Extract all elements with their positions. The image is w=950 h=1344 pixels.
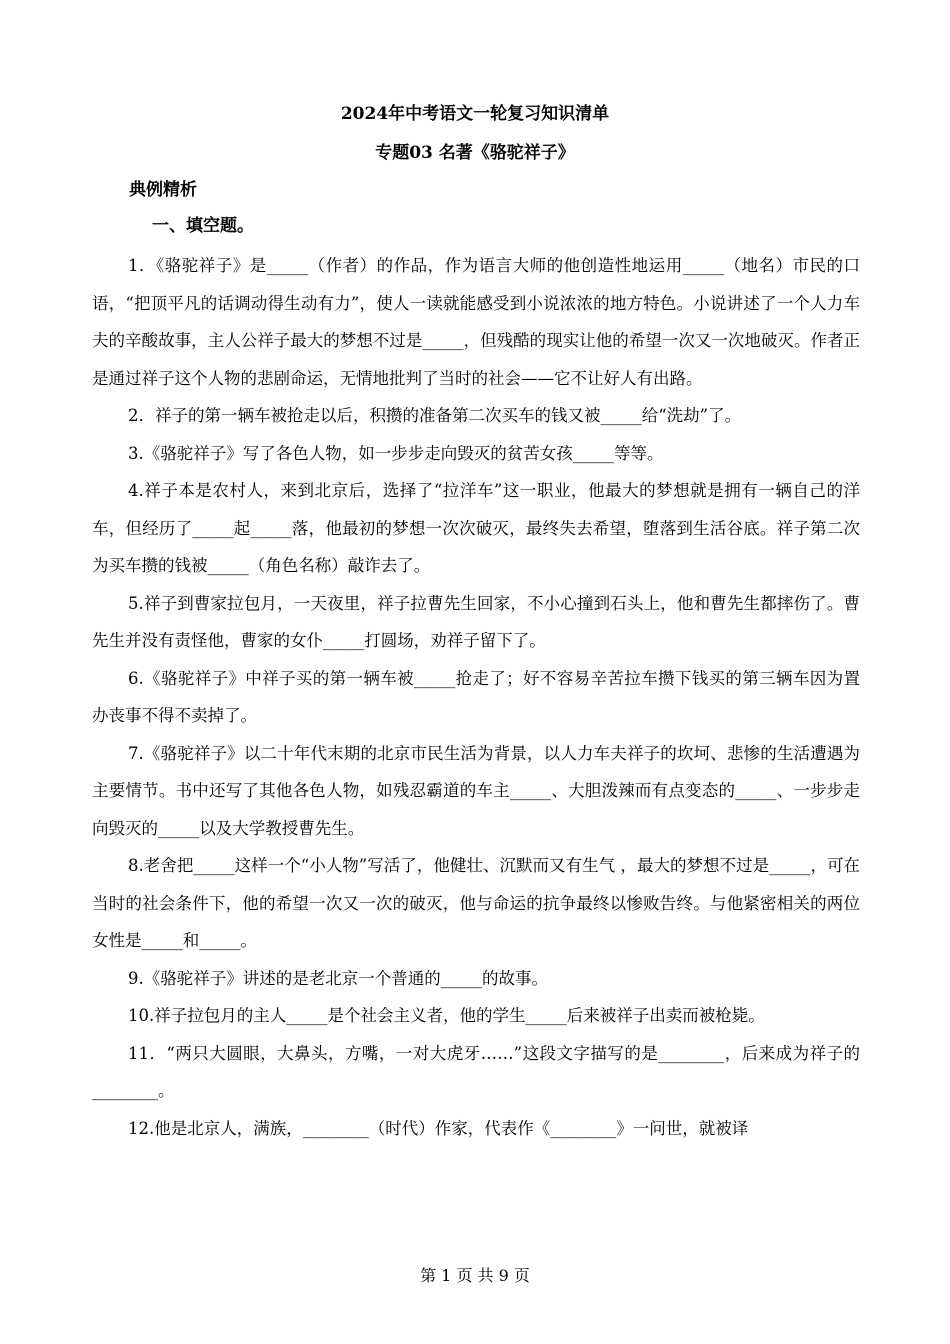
section-heading-fill-blanks: 一、填空题。 — [152, 216, 254, 236]
question-12: 12.他是北京人，满族，________（时代）作家，代表作《________》一问世，就被译 — [128, 1118, 749, 1138]
question-10: 10.祥子拉包月的主人_____是个社会主义者，他的学生_____后来被祥子出卖而被枪毙。 — [128, 1006, 765, 1025]
question-7: 7.《骆驼祥子》以二十年代末期的北京市民生活为背景，以人力车夫祥子的坎坷、悲惨的生活遭遇为主要情节。书中还写了其他各色人物，如残忍霸道的车主_____、大胆泼辣而有点变态的_____、一步步走向毁灭的_____以及大学教授曹先生。 — [92, 743, 860, 838]
page-footer: 第 1 页 共 9 页 — [420, 1266, 530, 1285]
page-title: 2024年中考语文一轮复习知识清单 — [340, 104, 610, 124]
question-2: 2．祥子的第一辆车被抢走以后，积攒的准备第二次买车的钱又被_____给“洗劫”了。 — [128, 406, 742, 425]
question-9: 9.《骆驼祥子》讲述的是老北京一个普通的_____的故事。 — [128, 968, 548, 988]
page-subtitle: 专题03 名著《骆驼祥子》 — [375, 143, 575, 163]
question-3: 3.《骆驼祥子》写了各色人物，如一步步走向毁灭的贫苦女孩_____等等。 — [128, 443, 664, 463]
question-8: 8.老舍把_____这样一个“小人物”写活了，他健壮、沉默而又有生气 ，最大的梦想不过是_____，可在当时的社会条件下，他的希望一次又一次的破灭，他与命运的抗争最终以惨败告终。与他紧密相关的两位女性是_____和_____。 — [92, 856, 860, 950]
question-4: 4.祥子本是农村人，来到北京后，选择了“拉洋车”这一职业，他最大的梦想就是拥有一辆自己的洋车，但经历了_____起_____落，他最初的梦想一次次破灭，最终失去希望，堕落到生活谷底。祥子第二次为买车攒的钱被_____（角色名称）敲诈去了。 — [92, 481, 860, 575]
question-list — [92, 247, 860, 1147]
question-6: 6.《骆驼祥子》中祥子买的第一辆车被_____抢走了；好不容易辛苦拉车攒下钱买的第三辆车因为置办丧事不得不卖掉了。 — [92, 668, 860, 725]
section-heading-examples: 典例精析 — [129, 180, 197, 200]
question-1: 1．《骆驼祥子》是_____（作者）的作品，作为语言大师的他创造性地运用_____（地名）市民的口语，“把顶平凡的话调动得生动有力”，使人一读就能感受到小说浓浓的地方特色。小说讲述了一个人力车夫的辛酸故事，主人公祥子最大的梦想不过是_____，但残酷的现实让他的希望一次又一次地破灭。作者正是通过祥子这个人物的悲剧命运，无情地批判了当时的社会——它不让好人有出路。 — [92, 256, 860, 388]
question-11: 11．“两只大圆眼，大鼻头，方嘴，一对大虎牙……”这段文字描写的是________，后来成为祥子的________。 — [92, 1043, 860, 1100]
question-5: 5.祥子到曹家拉包月，一天夜里，祥子拉曹先生回家，不小心撞到石头上，他和曹先生都摔伤了。曹先生并没有责怪他，曹家的女仆_____打圆场，劝祥子留下了。 — [92, 593, 860, 650]
